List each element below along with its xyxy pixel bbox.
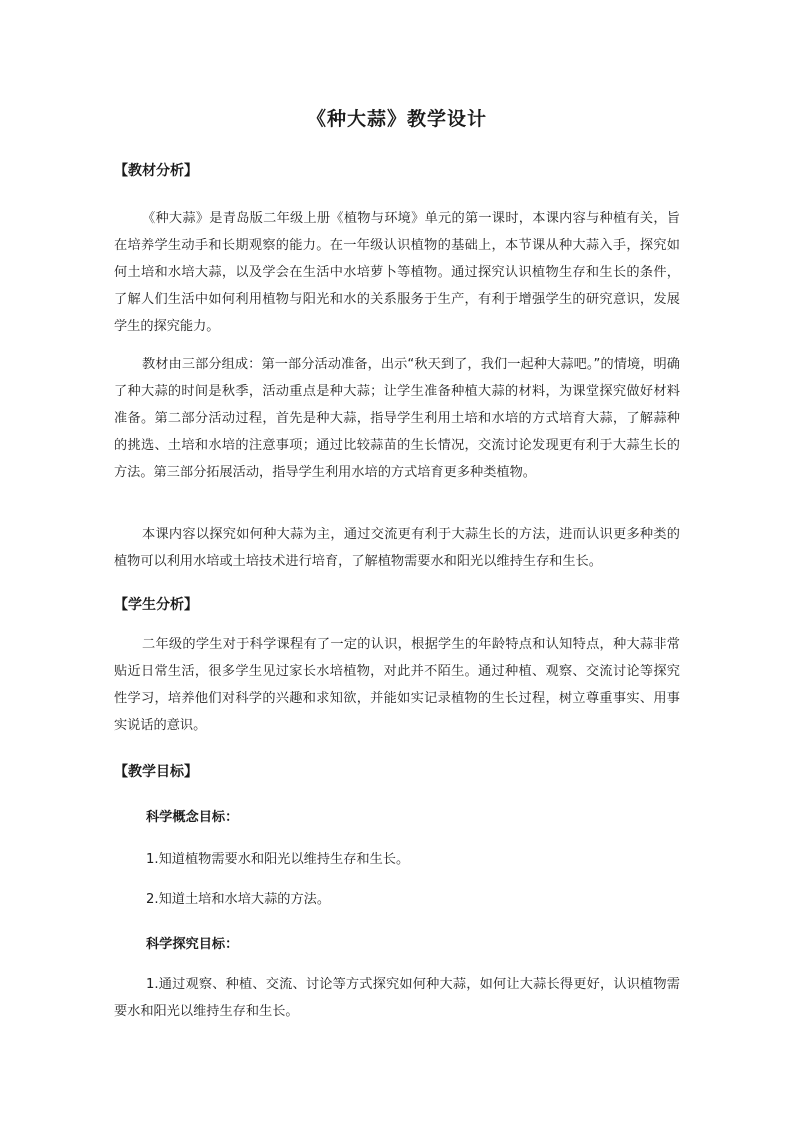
paragraph-textbook-analysis-3: 本课内容以探究如何种大蒜为主，通过交流更有利于大蒜生长的方法，进而认识更多种类的植物可以利用水培或土培技术进行培育，了解植物需要水和阳光以维持生存和生长。: [114, 527, 680, 569]
section-heading-student-analysis: 【学生分析】: [114, 597, 198, 613]
subheading-science-inquiry-goals: 科学探究目标：: [146, 937, 239, 952]
paragraph-textbook-analysis-1: 《种大蒜》是青岛版二年级上册《植物与环境》单元的第一课时，本课内容与种植有关，旨在培养学生动手和长期观察的能力。在一年级认识植物的基础上，本节课从种大蒜入手，探究如何土培和水培大蒜，以及学会在生活中水培萝卜等植物。通过探究认识植物生存和生长的条件，了解人们生活中如何利用植物与阳光和水的关系服务于生产，有利于增强学生的研究意识，发展学生的探究能力。: [114, 211, 680, 334]
paragraph-textbook-analysis-2: 教材由三部分组成：第一部分活动准备，出示“秋天到了，我们一起种大蒜吧。”的情境，明确了种大蒜的时间是秋季，活动重点是种大蒜；让学生准备种植大蒜的材料，为课堂探究做好材料准备。第二部分活动过程，首先是种大蒜，指导学生利用土培和水培的方式培育大蒜，了解蒜种的挑选、土培和水培的注意事项；通过比较蒜苗的生长情况，交流讨论发现更有利于大蒜生长的方法。第三部分拓展活动，指导学生利用水培的方式培育更多种类植物。: [114, 357, 680, 480]
objective-item: 1.通过观察、种植、交流、讨论等方式探究如何种大蒜，如何让大蒜长得更好，认识植物需要水和阳光以维持生存和生长。: [114, 977, 680, 1019]
document-title: 《种大蒜》教学设计: [306, 108, 487, 130]
objective-item: 2.知道土培和水培大蒜的方法。: [146, 892, 331, 907]
section-heading-teaching-objectives: 【教学目标】: [114, 764, 198, 780]
paragraph-student-analysis: 二年级的学生对于科学课程有了一定的认识，根据学生的年龄特点和认知特点，种大蒜非常贴近日常生活，很多学生见过家长水培植物，对此并不陌生。通过种植、观察、交流讨论等探究性学习，培养他们对科学的兴趣和求知欲，并能如实记录植物的生长过程，树立尊重事实、用事实说话的意识。: [114, 637, 680, 733]
subheading-science-concept-goals: 科学概念目标：: [146, 810, 239, 825]
section-heading-textbook-analysis: 【教材分析】: [114, 163, 198, 179]
objective-item: 1.知道植物需要水和阳光以维持生存和生长。: [146, 852, 410, 867]
